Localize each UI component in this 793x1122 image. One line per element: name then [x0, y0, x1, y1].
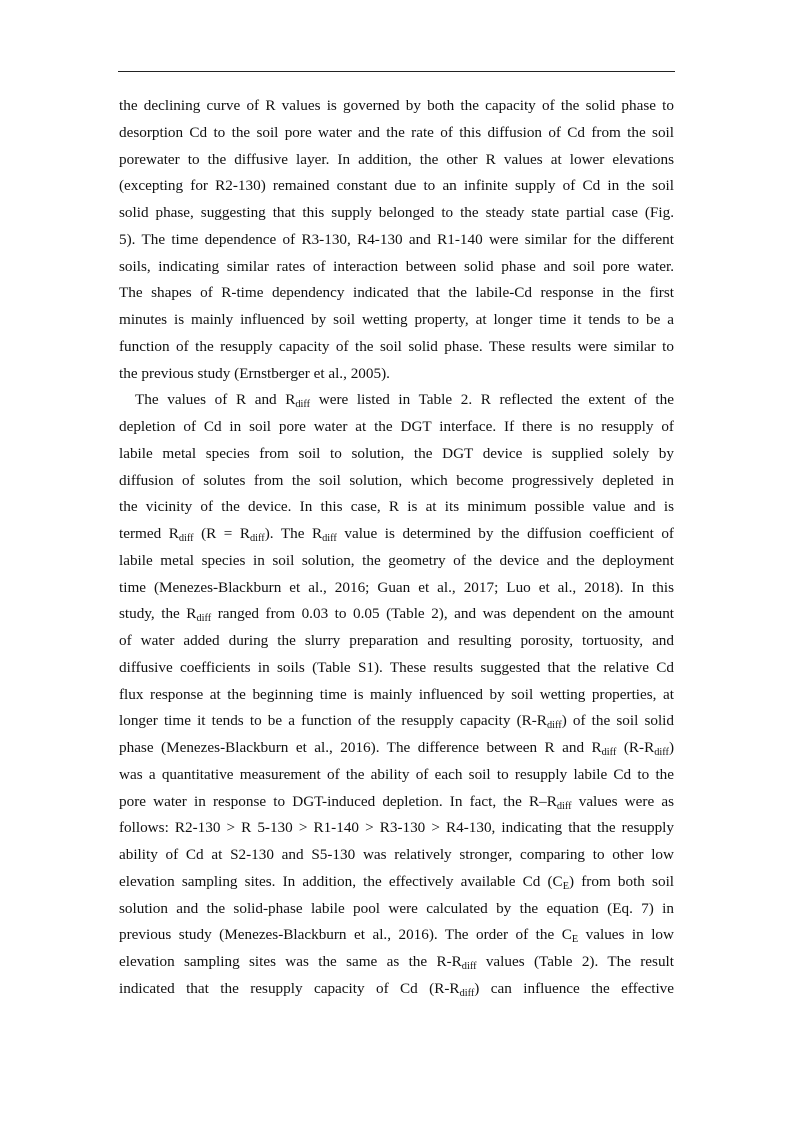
text-line — [119, 682, 674, 709]
text-line — [119, 896, 674, 923]
text-segment: (R-R — [616, 739, 655, 756]
text-segment: longer time it tends to be a function of the resupply capacity (R-R — [119, 712, 547, 730]
text-segment: desorption Cd to the soil pore water and the rate of this diffusion of Cd from the soil — [119, 123, 674, 141]
text-segment: were listed in Table 2. R reflected the extent of the — [310, 391, 674, 409]
text-segment: ) of the soil solid — [561, 712, 674, 730]
text-segment: ability of Cd at S2-130 and S5-130 was relatively stronger, comparing to other low — [119, 846, 674, 863]
subscript: diff — [322, 532, 337, 544]
text-segment: The shapes of R-time dependency indicated that the labile-Cd response in the first — [119, 284, 674, 302]
text-line — [119, 387, 674, 414]
text-segment: solution and the solid-phase labile pool were calculated by the equation (Eq. 7) in — [119, 899, 674, 917]
text-segment: time (Menezes-Blackburn et al., 2016; Guan et al., 2017; Luo et al., 2018). In this — [119, 578, 674, 596]
text-line — [119, 147, 674, 174]
text-line — [119, 441, 674, 468]
text-line — [119, 601, 674, 628]
text-line — [119, 254, 674, 281]
text-line — [119, 307, 674, 334]
text-segment: labile metal species in soil solution, the geometry of the device and the deployment — [119, 551, 674, 569]
text-line — [119, 735, 674, 762]
text-segment: soils, indicating similar rates of interaction between solid phase and soil pore water. — [119, 257, 674, 275]
text-segment: values (Table 2). The result — [476, 953, 674, 970]
body-text — [119, 93, 674, 1003]
subscript: diff — [459, 987, 475, 999]
text-segment: the declining curve of R values is governed by both the capacity of the solid phase to — [119, 97, 674, 114]
text-line — [119, 976, 674, 1003]
text-segment: phase (Menezes-Blackburn et al., 2016). The difference between R and R — [119, 739, 602, 756]
text-line — [119, 414, 674, 441]
text-line — [119, 789, 674, 816]
text-segment: porewater to the diffusive layer. In addition, the other R values at lower elevations — [119, 150, 674, 168]
text-segment: value is determined by the diffusion coefficient of — [336, 525, 674, 542]
text-line — [119, 361, 674, 388]
text-segment: previous study (Menezes-Blackburn et al., 2016). The order of the C — [119, 926, 572, 944]
text-segment: the previous study (Ernstberger et al., 2005). — [119, 364, 390, 382]
paragraph — [119, 387, 674, 1002]
text-line — [119, 869, 674, 896]
text-segment: ) can influence the effective — [474, 979, 674, 997]
text-segment: diffusion of solutes from the soil solution, which become progressively depleted in — [119, 471, 674, 489]
text-segment: depletion of Cd in soil pore water at the DGT interface. If there is no resupply of — [119, 418, 674, 435]
subscript: diff — [250, 532, 265, 544]
text-segment: (R = R — [193, 525, 251, 542]
text-segment: indicated that the resupply capacity of Cd (R-R — [119, 979, 460, 997]
text-segment: 5). The time dependence of R3-130, R4-130 and R1-140 were similar for the different — [119, 230, 674, 248]
text-segment: The values of R and R — [135, 391, 296, 409]
text-line — [119, 842, 674, 869]
subscript: diff — [196, 613, 212, 625]
text-line — [119, 922, 674, 949]
subscript: E — [562, 880, 570, 892]
text-segment: flux response at the beginning time is mainly influenced by soil wetting properties, at — [119, 685, 674, 703]
text-segment: termed R — [119, 525, 179, 542]
text-segment: follows: R2-130 > R 5-130 > R1-140 > R3-130 > R4-130, indicating that the resupply — [119, 819, 674, 837]
text-line — [119, 762, 674, 789]
text-line — [119, 949, 674, 976]
text-line — [119, 468, 674, 495]
text-segment: study, the R — [119, 605, 197, 623]
header-rule — [118, 71, 675, 72]
text-line — [119, 93, 674, 120]
text-line — [119, 548, 674, 575]
text-line — [119, 334, 674, 361]
text-line — [119, 815, 674, 842]
text-segment: ). The R — [264, 525, 323, 542]
text-segment: ) from both soil — [569, 872, 675, 890]
text-line — [119, 227, 674, 254]
subscript: diff — [295, 399, 311, 411]
text-segment: labile metal species from soil to solution, the DGT device is supplied solely by — [119, 444, 674, 462]
subscript: diff — [556, 800, 572, 812]
text-segment: (excepting for R2-130) remained constant due to an infinite supply of Cd in the soil — [119, 177, 674, 195]
paragraph — [119, 93, 674, 387]
text-line — [119, 200, 674, 227]
text-segment: minutes is mainly influenced by soil wetting property, at longer time it tends to be a — [119, 311, 674, 328]
subscript: diff — [461, 960, 477, 972]
text-line — [119, 628, 674, 655]
text-segment: ) — [668, 739, 675, 756]
text-line — [119, 575, 674, 602]
text-line — [119, 173, 674, 200]
subscript: diff — [546, 720, 562, 732]
subscript: diff — [601, 746, 617, 758]
text-segment: elevation sampling sites was the same as the R-R — [119, 953, 462, 970]
text-segment: values in low — [578, 926, 674, 944]
text-segment: function of the resupply capacity of the soil solid phase. These results were similar to — [119, 337, 674, 355]
text-segment: of water added during the slurry preparation and resulting porosity, tortuosity, and — [119, 632, 674, 649]
text-segment: ranged from 0.03 to 0.05 (Table 2), and was dependent on the amount — [211, 605, 675, 623]
subscript: diff — [654, 746, 669, 758]
text-segment: diffusive coefficients in soils (Table S1). These results suggested that the relative Cd — [119, 658, 674, 676]
text-line — [119, 655, 674, 682]
text-line — [119, 494, 674, 521]
text-segment: values were as — [571, 792, 674, 810]
subscript: E — [571, 934, 579, 946]
text-segment: solid phase, suggesting that this supply belonged to the steady state partial case (Fig. — [119, 204, 674, 221]
text-line — [119, 521, 674, 548]
text-line — [119, 280, 674, 307]
text-segment: the vicinity of the device. In this case, R is at its minimum possible value and is — [119, 498, 674, 516]
text-segment: pore water in response to DGT-induced depletion. In fact, the R–R — [119, 792, 557, 810]
subscript: diff — [178, 532, 194, 544]
text-line — [119, 120, 674, 147]
text-segment: elevation sampling sites. In addition, the effectively available Cd (C — [119, 872, 563, 890]
text-line — [119, 708, 674, 735]
text-segment: was a quantitative measurement of the ability of each soil to resupply labile Cd to the — [119, 765, 674, 783]
